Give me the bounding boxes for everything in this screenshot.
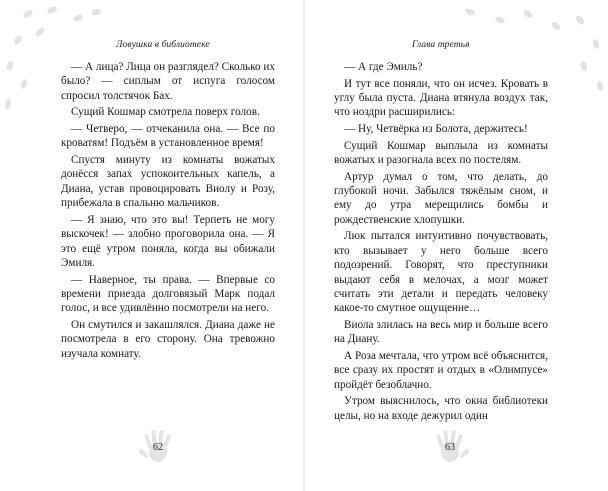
paragraph: — Наверное, ты права. — Впервые со времени приезда долговязый Марк подал голос, и все удивлённо посмотрели на него.	[61, 273, 275, 315]
paragraph: Виола злилась на весь мир и больше всего на Диану.	[334, 319, 548, 346]
right-page-text	[334, 60, 548, 425]
page-number-right	[430, 428, 470, 468]
paragraph: Спустя минуту из комнаты вожатых донёсся запах успокоительных капель, а Диана, устав провоцировать Виолу и Розу, прибежала в спальню мальчиков.	[61, 154, 275, 210]
paragraph: Артур думал о том, что делать, до глубокой ночи. Забылся тяжёлым сном, и ему до утра мерещились бомбы и рождественские хлопушки.	[334, 170, 548, 226]
left-page-text	[61, 60, 275, 363]
paragraph: Сущий Кошмар выплыла из комнаты вожатых и разогнала всех по постелям.	[334, 139, 548, 166]
running-head-right: Глава третья	[412, 40, 470, 50]
page-number: 63	[445, 442, 455, 453]
paragraph: Люк пытался интуитивно почувствовать, кто вызывает у него больше всего подозрений. Говорят, что преступники выдают себя в мелочах, а мозг может считать эти детали и передать человеку какое-то смутное ощущение…	[334, 230, 548, 315]
paragraph: — Четверо, — отчеканила она. — Все по кроватям! Подъём в установленное время!	[61, 123, 275, 150]
paragraph: — А лица? Лица он разглядел? Сколько их было? — сиплым от испуга голосом спросил толстячок Бах.	[61, 61, 275, 102]
right-page	[304, 0, 608, 491]
paragraph: Он смутился и закашлялся. Диана даже не посмотрела в его сторону. Она тревожно изучала комнату.	[61, 319, 275, 360]
running-head-left: Ловушка в библиотеке	[116, 40, 210, 50]
paragraph: — А где Эмиль?	[344, 61, 423, 73]
paragraph: — Ну, Четвёрка из Болота, держитесь!	[344, 123, 528, 135]
page-number-left	[138, 428, 178, 468]
paragraph: — Я знаю, что это вы! Терпеть не могу выскочек! — злобно проговорила она. — Я это ещё утром поняла, когда вы обижали Эмиля.	[61, 213, 275, 270]
page-number: 62	[153, 442, 163, 453]
paragraph: Сущий Кошмар смотрела поверх голов.	[71, 106, 260, 119]
paragraph: А Роза мечтала, что утром всё объяснится, все сразу их простят и отдых в «Олимпусе» пройдёт безоблачно.	[334, 350, 548, 391]
paragraph: Утром выяснилось, что окна библиотеки целы, но на входе дежурил один	[334, 395, 548, 422]
paragraph: И тут все поняли, что он исчез. Кровать в углу была пуста. Диана втянула воздух так, что ноздри расширились:	[334, 77, 548, 119]
